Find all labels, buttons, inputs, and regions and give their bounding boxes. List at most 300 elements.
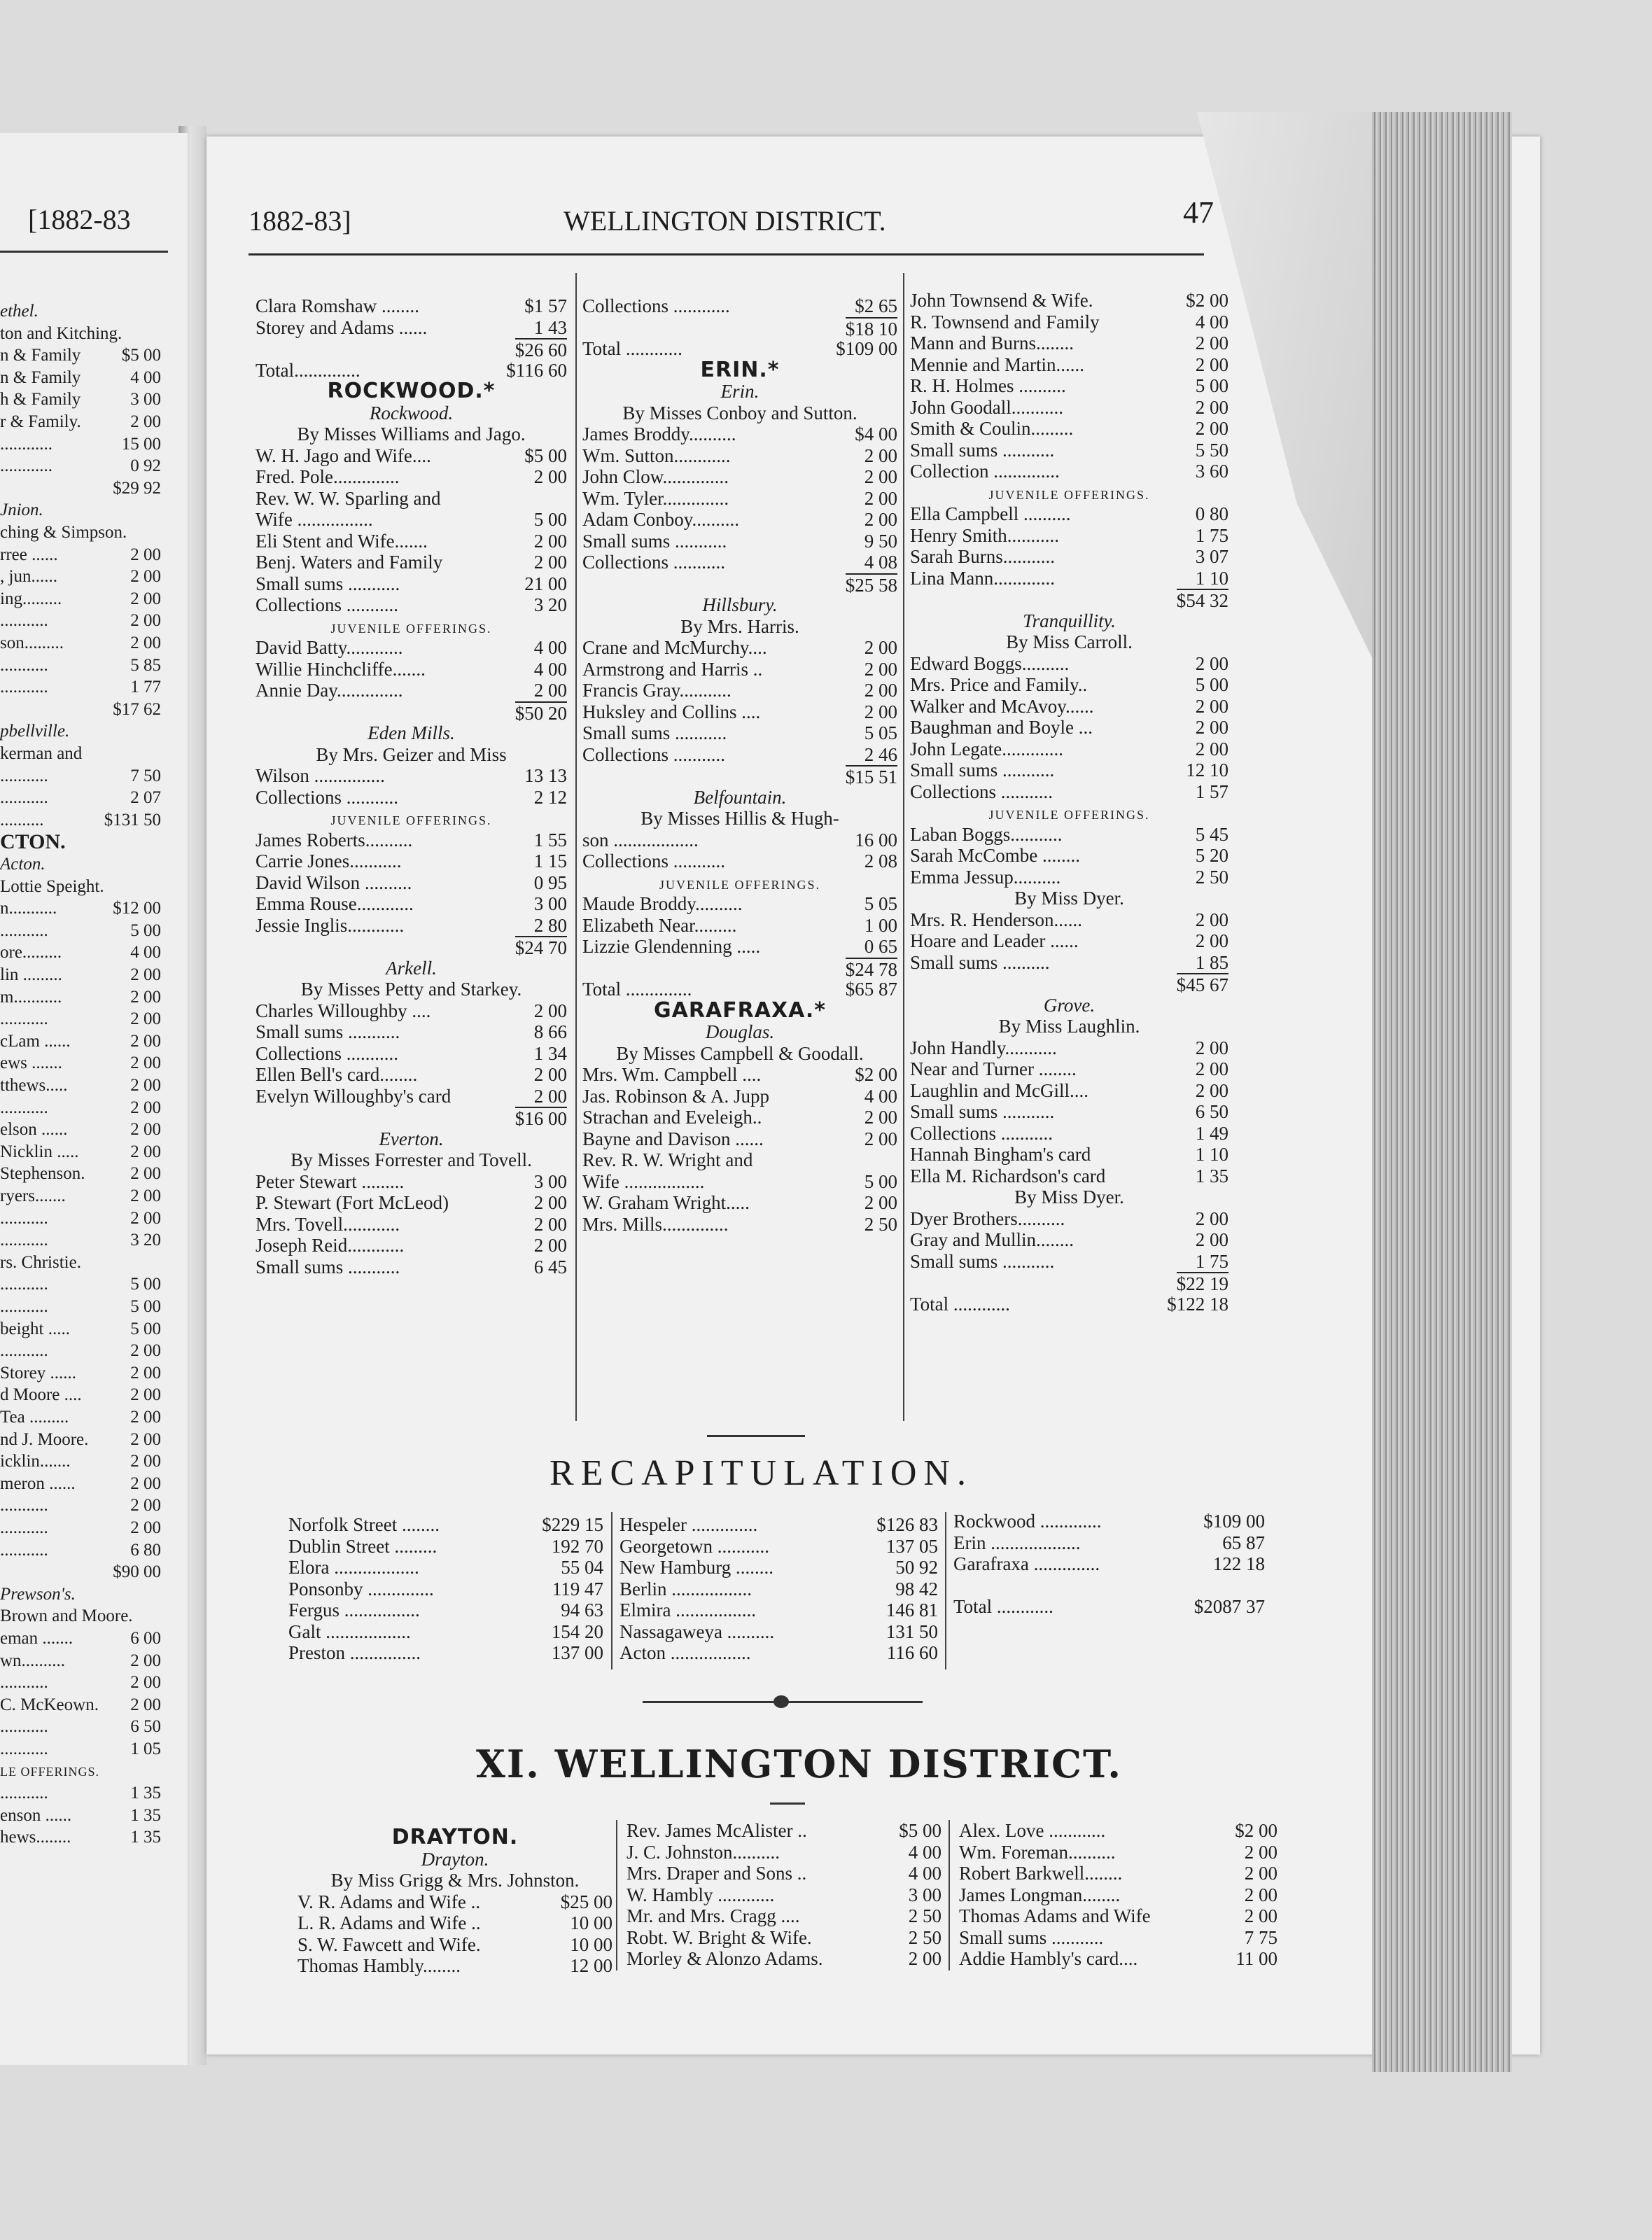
subtotal-row: [910, 1272, 1228, 1294]
entry-amount: $24 70: [514, 937, 567, 958]
entry-row: [582, 915, 897, 937]
subheading: [910, 802, 1228, 824]
entry-label: Clara Romshaw ........: [255, 295, 419, 316]
entry-label: W. Graham Wright.....: [582, 1192, 750, 1213]
left-page-line: [0, 1208, 161, 1229]
entry-label: Total ..............: [582, 979, 692, 1000]
left-page-line-amount: 1 35: [130, 1805, 161, 1825]
left-page-line-text: hews........: [0, 1828, 71, 1847]
entry-amount: 50 92: [895, 1557, 938, 1578]
entry-amount: 6 45: [533, 1256, 567, 1278]
entry-row: [910, 738, 1228, 760]
subheading: [255, 616, 567, 638]
left-page-line-text: ore.........: [0, 943, 62, 962]
left-page-line-text: ...........: [0, 1341, 48, 1361]
entry-label: Gray and Mullin........: [910, 1229, 1074, 1250]
left-page-line-amount: 2 00: [130, 1518, 161, 1537]
entry-label: David Batty............: [255, 637, 403, 658]
drayton-column-3: [959, 1820, 1278, 1970]
entry-amount: 4 00: [533, 658, 567, 680]
entry-row: [255, 295, 567, 317]
entry-amount: $18 10: [845, 318, 897, 340]
left-page-line-text: Nicklin .....: [0, 1142, 79, 1161]
collector-line: [910, 631, 1228, 653]
entry-label: Collection ..............: [910, 461, 1060, 482]
column-divider: [616, 1820, 617, 1970]
entry-row: [255, 1192, 567, 1214]
left-page-line-amount: 3 00: [130, 390, 161, 410]
left-page-line-text: ...........: [0, 1784, 48, 1803]
entry-row: [959, 1863, 1278, 1884]
left-page-line-text: ...........: [0, 788, 48, 808]
left-page-line: [0, 655, 161, 676]
entry-row: [953, 1553, 1265, 1575]
left-page-line-text: pbellville.: [0, 722, 70, 741]
entry-label: Emma Jessup..........: [910, 866, 1061, 888]
entry-row: [953, 1511, 1265, 1532]
entry-label: Mrs. Tovell............: [255, 1213, 400, 1235]
drayton-column-1: [298, 1827, 612, 1977]
column-1: [255, 295, 567, 1278]
left-page-line: [0, 766, 161, 787]
entry-amount: 10 00: [570, 1933, 612, 1955]
place-name: [255, 958, 567, 979]
left-page-line: [0, 876, 161, 897]
left-page-line: [0, 323, 161, 344]
entry-amount: 98 42: [895, 1578, 938, 1600]
left-page-line-text: ews .......: [0, 1054, 62, 1073]
place-name: [255, 722, 567, 744]
left-page-line: [0, 1495, 161, 1516]
left-page-line-amount: 6 80: [130, 1540, 161, 1560]
left-page-line: [0, 832, 161, 853]
entry-label: Wife .................: [582, 1170, 705, 1192]
entry-label: David Wilson ..........: [255, 872, 412, 893]
entry-row: [582, 979, 897, 1000]
entry-row: [255, 1064, 567, 1086]
column-divider: [945, 1512, 946, 1670]
entry-amount: 7 75: [1244, 1926, 1278, 1948]
entry-label: Mrs. Mills..............: [582, 1213, 729, 1235]
left-page-line-amount: 2 00: [130, 1429, 161, 1449]
left-page-line-amount: 2 00: [130, 1186, 161, 1205]
entry-label: James Roberts..........: [255, 829, 413, 850]
recap-column-1: [288, 1514, 603, 1664]
left-page-line: [0, 1142, 161, 1163]
left-page-line-text: ton and Kitching.: [0, 323, 122, 343]
entry-amount: 4 00: [1195, 311, 1228, 332]
place-name: [298, 1849, 612, 1870]
left-page-line: [0, 1252, 161, 1273]
left-page-line-amount: 2 00: [130, 1341, 161, 1361]
left-page-line: [0, 1340, 161, 1362]
entry-label: R. H. Holmes ..........: [910, 375, 1066, 396]
left-page-line: [0, 854, 161, 875]
collector-line: [298, 1870, 612, 1891]
entry-label: Jessie Inglis............: [255, 914, 405, 936]
left-page-line: [0, 1296, 161, 1317]
entry-amount: 2 00: [864, 680, 897, 701]
entry-amount: 5 50: [1195, 439, 1228, 461]
entry-row: [620, 1621, 938, 1643]
left-page-line-amount: 2 00: [130, 1385, 161, 1405]
entry-label: Small sums ..........: [910, 951, 1050, 973]
entry-amount: 2 00: [1195, 930, 1228, 951]
left-page-line-amount: 2 00: [130, 1408, 161, 1427]
entry-label: Sarah Burns...........: [910, 546, 1055, 567]
entry-row: [582, 637, 897, 659]
entry-amount: $1 57: [524, 295, 567, 316]
entry-row: [910, 781, 1228, 803]
entry-amount: 21 00: [524, 573, 567, 594]
entry-row: [288, 1557, 603, 1578]
left-page-line-amount: 5 00: [130, 1297, 161, 1316]
entry-amount: 1 34: [533, 1042, 567, 1064]
collector-line: [910, 1016, 1228, 1037]
entry-row: [959, 1905, 1278, 1927]
entry-label: Dyer Brothers..........: [910, 1208, 1065, 1229]
entry-amount: 2 00: [533, 1213, 567, 1235]
entry-label: Ellen Bell's card........: [255, 1064, 418, 1085]
left-page-line-text: kerman and: [0, 744, 83, 763]
entry-amount: 2 00: [1195, 652, 1228, 674]
entry-row: [288, 1621, 603, 1643]
entry-amount: 5 00: [864, 1170, 897, 1192]
header-title: WELLINGTON DISTRICT.: [564, 205, 886, 237]
left-page-line: [0, 1584, 161, 1605]
entry-label: Peter Stewart .........: [255, 1170, 405, 1192]
entry-amount: 2 00: [1195, 1079, 1228, 1101]
entry-amount: 2 00: [864, 487, 897, 509]
entry-amount: 2 00: [533, 530, 567, 552]
entry-amount: 2 00: [1244, 1841, 1278, 1863]
entry-label: Rockwood.: [369, 402, 454, 424]
left-page-line-text: lin .........: [0, 965, 62, 984]
entry-label: JUVENILE OFFERINGS.: [659, 877, 820, 892]
left-page-line-text: ...........: [0, 1231, 48, 1250]
entry-row: [255, 637, 567, 659]
entry-amount: $126 83: [876, 1514, 938, 1535]
entry-label: Smith & Coulin.........: [910, 418, 1074, 439]
entry-label: Berlin .................: [620, 1578, 752, 1600]
entry-amount: 2 00: [1244, 1863, 1278, 1884]
left-page-line-text: Stephenson.: [0, 1164, 85, 1184]
entry-amount: 2 00: [1195, 396, 1228, 418]
section-heading: [298, 1827, 612, 1849]
left-page-line-amount: 2 00: [130, 1496, 161, 1516]
entry-label: R. Townsend and Family: [910, 311, 1100, 332]
entry-label: Small sums ...........: [255, 1256, 400, 1278]
left-page-line-text: Brown and Moore.: [0, 1606, 133, 1626]
entry-label: By Misses Forrester and Tovell.: [290, 1149, 532, 1170]
place-name: [582, 594, 897, 616]
entry-amount: $2 00: [1186, 290, 1228, 311]
entry-label: P. Stewart (Fort McLeod): [255, 1192, 449, 1213]
subheading: [255, 808, 567, 830]
entry-amount: 4 00: [533, 637, 567, 658]
entry-label: W. H. Jago and Wife....: [255, 444, 431, 466]
entry-row: [910, 568, 1228, 589]
entry-amount: 0 80: [1195, 503, 1228, 524]
entry-amount: 1 57: [1195, 780, 1228, 802]
entry-label: Erin ...................: [953, 1532, 1081, 1553]
entry-label: JUVENILE OFFERINGS.: [988, 808, 1150, 822]
entry-row: [288, 1536, 603, 1558]
entry-label: Elmira .................: [620, 1600, 756, 1620]
left-page-line: [0, 1186, 161, 1207]
left-page-line-amount: 6 00: [130, 1629, 161, 1648]
entry-row: [910, 503, 1228, 525]
entry-label: Rev. R. W. Wright and: [582, 1149, 753, 1170]
entry-row: [288, 1578, 603, 1600]
entry-label: Grove.: [1043, 994, 1096, 1016]
entry-row: [582, 424, 897, 445]
entry-row: [910, 952, 1228, 974]
left-page-line: [0, 1230, 161, 1251]
entry-amount: 1 75: [1195, 1250, 1228, 1272]
left-page-line-text: ing.........: [0, 589, 62, 608]
left-page-line-amount: 2 00: [130, 589, 161, 608]
entry-label: Collections ...........: [255, 1042, 398, 1064]
entry-amount: $22 19: [1176, 1273, 1228, 1294]
entry-label: James Broddy..........: [582, 424, 736, 444]
entry-label: Wilson ...............: [255, 765, 385, 786]
left-page-line-amount: 3 20: [130, 1231, 161, 1250]
left-page-line-amount: 1 35: [130, 1784, 161, 1803]
entry-amount: $65 87: [845, 979, 897, 1000]
left-page-line-amount: 15 00: [121, 434, 161, 454]
entry-label: John Legate.............: [910, 738, 1063, 760]
entry-row: [582, 466, 897, 488]
entry-row: [255, 680, 567, 701]
collector-line: [582, 808, 897, 830]
entry-amount: 2 00: [1195, 738, 1228, 760]
left-page-line-text: ...........: [0, 1275, 48, 1294]
left-page-line-amount: 5 00: [130, 1319, 161, 1338]
entry-amount: 2 00: [533, 680, 567, 701]
ornament-dot: [774, 1695, 789, 1708]
left-page-line-amount: 1 77: [130, 678, 161, 697]
subtotal-row: [255, 338, 567, 360]
entry-amount: $15 51: [845, 766, 897, 788]
entry-label: Elizabeth Near.........: [582, 914, 737, 936]
entry-amount: 1 35: [1195, 1165, 1228, 1186]
entry-row: [255, 915, 567, 937]
left-page-line: [0, 1540, 161, 1561]
entry-row: [255, 659, 567, 680]
entry-label: Laban Boggs...........: [910, 823, 1063, 845]
entry-label: By Miss Carroll.: [1006, 631, 1133, 652]
entry-label: Joseph Reid............: [255, 1235, 405, 1256]
entry-label: By Misses Petty and Starkey.: [300, 979, 522, 1000]
entry-label: Near and Turner ........: [910, 1058, 1077, 1079]
entry-label: Walker and McAvoy......: [910, 695, 1094, 717]
left-page-line-text: C. McKeown.: [0, 1695, 99, 1714]
left-page-line-amount: 5 00: [130, 920, 161, 940]
left-page-line-text: ............: [0, 456, 52, 476]
subtotal-row: [910, 589, 1228, 610]
subtotal-row: [582, 958, 897, 979]
entry-row: [582, 488, 897, 510]
entry-label: John Townsend & Wife.: [910, 290, 1093, 311]
left-page-line-text: Storey ......: [0, 1363, 77, 1382]
entry-amount: 2 00: [1244, 1905, 1278, 1926]
left-page-line: [0, 1695, 161, 1716]
left-page-line-amount: 2 00: [130, 1120, 161, 1140]
entry-label: Total ............: [582, 338, 682, 359]
entry-label: Rev. W. W. Sparling and: [255, 487, 441, 509]
entry-row: [620, 1514, 938, 1536]
entry-amount: 1 10: [1195, 567, 1228, 589]
left-page-line-text: n & Family: [0, 346, 81, 365]
left-page-line: [0, 1053, 161, 1074]
entry-row: [910, 909, 1228, 931]
entry-amount: 94 63: [561, 1600, 603, 1620]
entry-row: [582, 1128, 897, 1150]
collector-line: [255, 979, 567, 1000]
entry-amount: 2 12: [533, 786, 567, 808]
entry-amount: 2 00: [1195, 909, 1228, 930]
left-page-line-amount: 2 00: [130, 1076, 161, 1095]
entry-amount: $116 60: [506, 359, 567, 381]
left-page-line-text: ching & Simpson.: [0, 523, 127, 542]
entry-label: J. C. Johnston..........: [626, 1841, 780, 1863]
entry-row: [298, 1891, 612, 1913]
entry-label: Mrs. Draper and Sons ..: [626, 1863, 807, 1884]
entry-row: [582, 552, 897, 573]
entry-row: [298, 1912, 612, 1934]
entry-label: Mann and Burns........: [910, 332, 1074, 354]
left-page-line: [0, 1163, 161, 1184]
entry-row: [626, 1884, 941, 1906]
entry-row: [582, 338, 897, 360]
entry-label: Rev. James McAlister ..: [626, 1820, 807, 1841]
left-page-line-amount: 2 00: [130, 1208, 161, 1228]
entry-label: Total..............: [255, 359, 360, 381]
entry-row: [255, 1256, 567, 1278]
entry-row: [255, 1021, 567, 1043]
entry-amount: 2 00: [864, 466, 897, 487]
left-page-line: [0, 1761, 161, 1782]
entry-label: Wife ................: [255, 509, 373, 530]
entry-amount: 5 45: [1195, 823, 1228, 845]
left-page-line-text: nd J. Moore.: [0, 1429, 89, 1449]
recapitulation-title: RECAPITULATION.: [550, 1453, 973, 1493]
entry-amount: $109 00: [1203, 1511, 1265, 1532]
entry-amount: 2 00: [864, 701, 897, 722]
entry-label: By Misses Campbell & Goodall.: [616, 1042, 864, 1064]
entry-row: [910, 312, 1228, 333]
left-page-line: [0, 1783, 161, 1804]
left-page-line-amount: 2 00: [130, 965, 161, 984]
entry-label: DRAYTON.: [391, 1825, 519, 1849]
entry-label: Bayne and Davison ......: [582, 1128, 764, 1149]
left-page-line: [0, 1407, 161, 1428]
entry-label: Mrs. R. Henderson......: [910, 909, 1082, 930]
entry-amount: 2 50: [1195, 866, 1228, 888]
subtotal-row: [255, 1107, 567, 1128]
entry-row: [910, 1144, 1228, 1166]
entry-label: Elora ..................: [288, 1557, 419, 1578]
entry-label: son ..................: [582, 829, 699, 850]
entry-row: [620, 1578, 938, 1600]
entry-amount: 2 00: [533, 1235, 567, 1256]
left-page-line: [0, 1518, 161, 1539]
left-page-line-text: m...........: [0, 987, 62, 1007]
district-title: XI. WELLINGTON DISTRICT.: [476, 1742, 1123, 1786]
entry-amount: 4 00: [908, 1863, 941, 1884]
entry-row: [959, 1927, 1278, 1949]
entry-label: James Longman........: [959, 1884, 1121, 1905]
entry-label: Evelyn Willoughby's card: [255, 1085, 451, 1107]
entry-label: Benj. Waters and Family: [255, 552, 443, 573]
entry-row: [582, 1107, 897, 1128]
entry-label: Wm. Foreman..........: [959, 1841, 1116, 1863]
entry-row: [298, 1934, 612, 1956]
header-year: 1882-83]: [248, 205, 351, 237]
entry-label: Small sums ...........: [910, 760, 1055, 780]
entry-amount: 13 13: [524, 765, 567, 786]
left-page-line-text: ...........: [0, 1208, 48, 1228]
entry-row: [582, 893, 897, 915]
left-page-line: [0, 1119, 161, 1140]
left-page-line-amount: 4 00: [130, 368, 161, 387]
subtotal-row: [255, 936, 567, 958]
entry-amount: 2 00: [864, 1192, 897, 1213]
entry-label: Collections ...........: [582, 552, 725, 573]
left-page-line: [0, 589, 161, 610]
entry-row: [910, 674, 1228, 696]
entry-row: [910, 546, 1228, 568]
entry-amount: 0 65: [864, 936, 897, 957]
left-page-line: [0, 1716, 161, 1737]
entry-label: New Hamburg ........: [620, 1557, 774, 1578]
left-page-line-amount: $90 00: [113, 1562, 161, 1582]
entry-amount: 119 47: [552, 1578, 603, 1600]
left-page-line-amount: $12 00: [113, 899, 161, 918]
entry-row: [582, 1171, 897, 1193]
left-page-line-amount: 5 85: [130, 655, 161, 675]
entry-label: GARAFRAXA.*: [654, 997, 826, 1023]
left-page-line: [0, 987, 161, 1008]
entry-label: Small sums ...........: [910, 1250, 1055, 1272]
entry-label: ERIN.*: [700, 357, 780, 382]
entry-row: [255, 850, 567, 872]
entry-amount: $45 67: [1176, 974, 1228, 995]
entry-label: Douglas.: [705, 1021, 775, 1042]
left-page-line-text: h & Family: [0, 390, 81, 410]
left-page-line: [0, 1606, 161, 1627]
entry-amount: 192 70: [551, 1535, 603, 1557]
entry-row: [582, 445, 897, 467]
entry-label: Ella Campbell ..........: [910, 503, 1071, 524]
left-page-line-text: rs. Christie.: [0, 1252, 81, 1272]
section-rule: [707, 1435, 805, 1437]
subtotal-row: [910, 973, 1228, 995]
left-page-header: [1882-83: [28, 204, 131, 235]
entry-label: Baughman and Boyle ...: [910, 717, 1093, 738]
left-page-line-text: r & Family.: [0, 412, 81, 431]
entry-label: Small sums ...........: [959, 1926, 1104, 1948]
left-page-line-amount: 2 00: [130, 634, 161, 652]
left-page-line: [0, 1031, 161, 1052]
header-rule: [248, 253, 1204, 255]
entry-row: [910, 867, 1228, 888]
section-heading: [582, 357, 897, 382]
entry-amount: 116 60: [886, 1642, 938, 1663]
left-page-line-text: Tea .........: [0, 1408, 69, 1427]
entry-amount: 2 00: [1195, 717, 1228, 738]
